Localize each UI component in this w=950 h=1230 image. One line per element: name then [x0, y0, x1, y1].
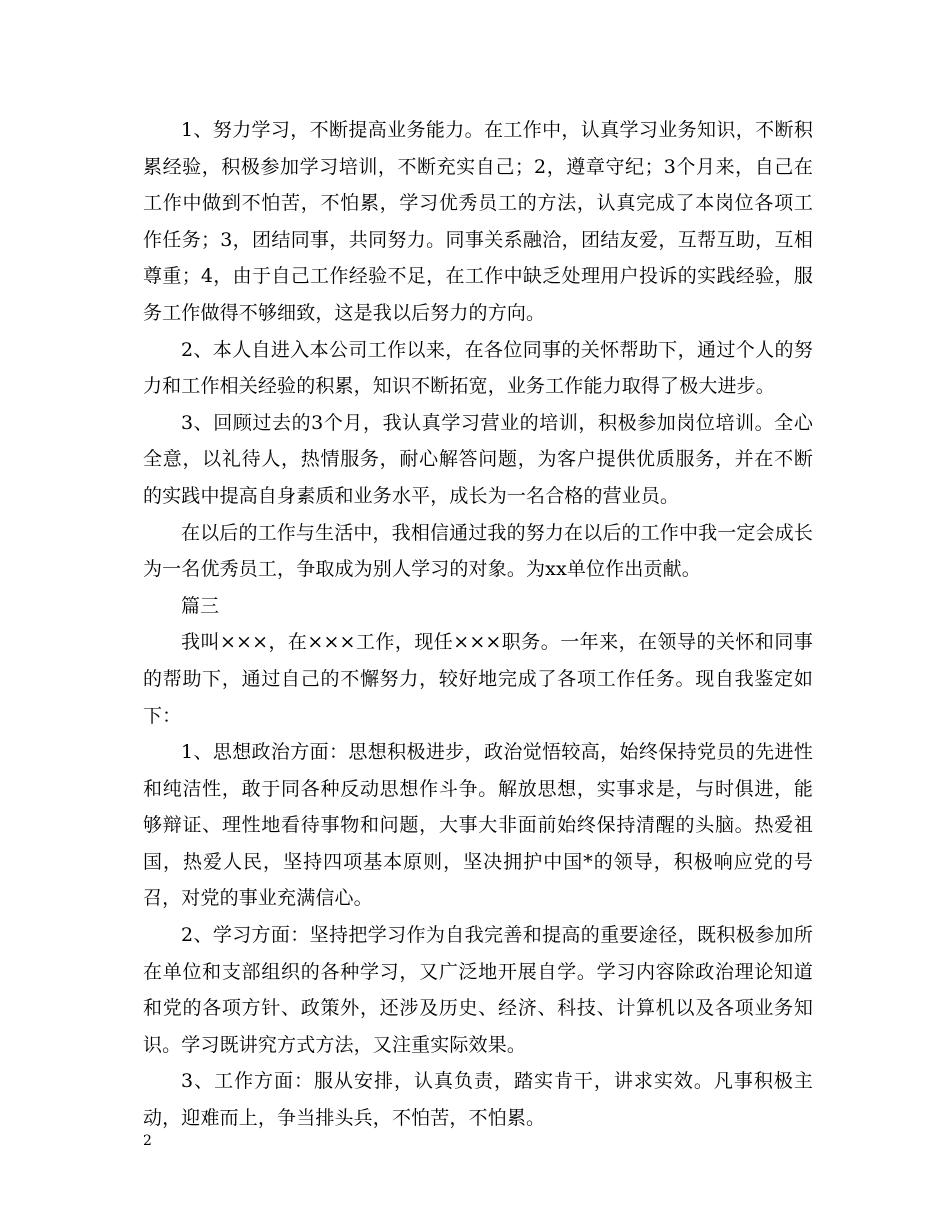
- paragraph-self-introduction: 我叫×××，在×××工作，现任×××职务。一年来，在领导的关怀和同事的帮助下，通过自己的不懈努力，较好地完成了各项工作任务。现自我鉴定如下：: [143, 631, 813, 727]
- page-number: 2: [143, 1133, 152, 1149]
- paragraph-political-ideology: 1、思想政治方面：思想积极进步，政治觉悟较高，始终保持党员的先进性和纯洁性，敢于同各种反动思想作斗争。解放思想，实事求是，与时俱进，能够辩证、理性地看待事物和问题，大事大非面前始终保持清醒的头脑。热爱祖国，热爱人民，坚持四项基本原则，坚决拥护中国*的领导，积极响应党的号召，对党的事业充满信心。: [143, 741, 813, 910]
- paragraph-three-month-review: 3、回顾过去的3个月，我认真学习营业的培训，积极参加岗位培训。全心全意，以礼待人，热情服务，耐心解答问题，为客户提供优质服务，并在不断的实践中提高自身素质和业务水平，成长为一名合格的营业员。: [143, 411, 813, 507]
- paragraph-colleague-help: 2、本人自进入本公司工作以来，在各位同事的关怀帮助下，通过个人的努力和工作相关经验的积累，知识不断拓宽，业务工作能力取得了极大进步。: [143, 338, 813, 398]
- paragraph-learning: 2、学习方面：坚持把学习作为自我完善和提高的重要途径，既积极参加所在单位和支部组织的各种学习，又广泛地开展自学。学习内容除政治理论知道和党的各项方针、政策外，还涉及历史、经济、科技、计算机以及各项业务知识。学习既讲究方式方法，又注重实际效果。: [143, 924, 813, 1056]
- paragraph-study-improvement: 1、努力学习，不断提高业务能力。在工作中，认真学习业务知识，不断积累经验，积极参加学习培训，不断充实自己；2，遵章守纪；3个月来，自己在工作中做到不怕苦，不怕累，学习优秀员工的方法，认真完成了本岗位各项工作任务；3，团结同事，共同努力。同事关系融洽，团结友爱，互帮互助，互相尊重；4，由于自己工作经验不足，在工作中缺乏处理用户投诉的实践经验，服务工作做得不够细致，这是我以后努力的方向。: [143, 119, 813, 324]
- section-heading: 篇三: [181, 594, 220, 617]
- document-body: [143, 112, 813, 1137]
- paragraph-work: 3、工作方面：服从安排，认真负责，踏实肯干，讲求实效。凡事积极主动，迎难而上，争当排头兵，不怕苦，不怕累。: [143, 1070, 813, 1130]
- paragraph-future-plan: 在以后的工作与生活中，我相信通过我的努力在以后的工作中我一定会成长为一名优秀员工，争取成为别人学习的对象。为xx单位作出贡献。: [143, 521, 813, 581]
